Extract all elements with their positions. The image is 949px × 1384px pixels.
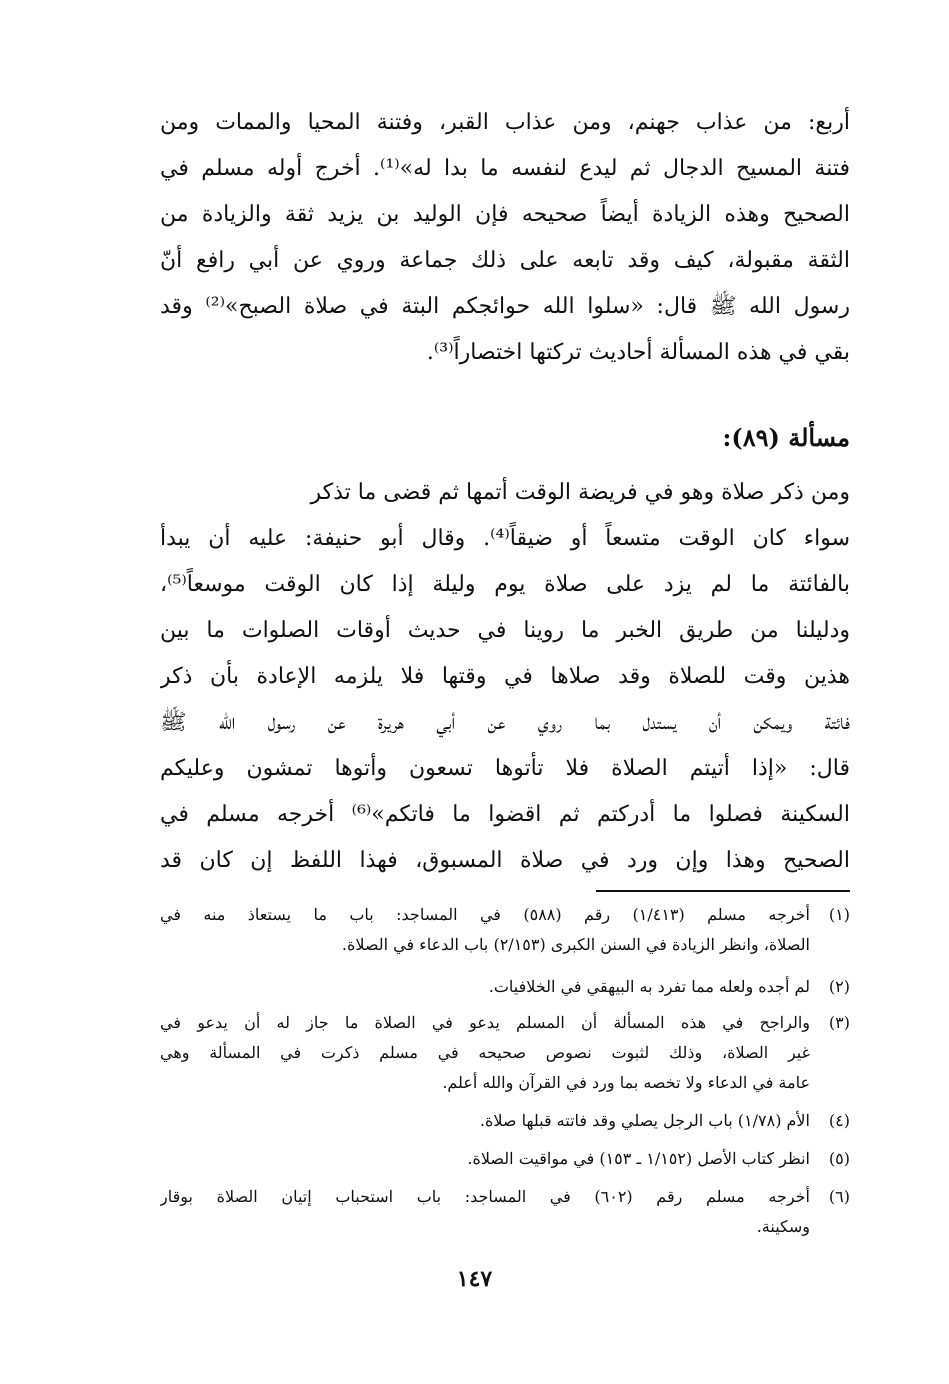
footnote-line: والراجح في هذه المسألة أن المسلم يدعو في الصلاة ما جاز له أن يدعو في <box>160 1013 810 1032</box>
footnote-line: لم أجده ولعله مما تفرد به البيهقي في الخلافيات. <box>488 977 810 996</box>
text-line: أربع: من عذاب جهنم، ومن عذاب القبر، وفتنة المحيا والممات ومن <box>160 110 850 135</box>
footnote-number: (٤) <box>828 1111 850 1130</box>
text-line: ودليلنا من طريق الخبر ما روينا في حديث أوقات الصلوات ما بين <box>160 618 850 643</box>
paragraph-2 <box>160 470 850 884</box>
text-line: السكينة فصلوا ما أدركتم ثم اقضوا ما فاتكم»⁽⁶⁾ أخرجه مسلم في <box>160 802 850 827</box>
text-line: قال: «إذا أتيتم الصلاة فلا تأتوها تسعون وأتوها تمشون وعليكم <box>160 756 850 781</box>
text-line: الصحيح وهذا وإن ورد في صلاة المسبوق، فهذا اللفظ إن كان قد <box>160 848 850 873</box>
text-line: بقي في هذه المسألة أحاديث تركتها اختصاراً⁽³⁾. <box>426 340 850 365</box>
text-line: فائتة ويمكن أن يستدل بما روي عن أبي هريرة عن رسول الله ﷺ <box>160 710 850 735</box>
footnote-line: وسكينة. <box>756 1217 810 1236</box>
footnote-line: الصلاة، وانظر الزيادة في السنن الكبرى (٢/١٥٣) باب الدعاء في الصلاة. <box>341 935 810 954</box>
text-line: رسول الله ﷺ قال: «سلوا الله حوائجكم البتة في صلاة الصبح»⁽²⁾ وقد <box>160 294 850 319</box>
section-heading: مسألة (٨٩): <box>722 423 850 452</box>
footnote-separator <box>596 890 850 892</box>
text-line: الثقة مقبولة، كيف وقد تابعه على ذلك جماعة وروي عن أبي رافع أنّ <box>160 248 850 273</box>
footnote-line: غير الصلاة، وذلك لثبوت نصوص صحيحه في مسلم ذكرت في المسألة وهي <box>160 1043 810 1062</box>
footnote-number: (١) <box>828 905 850 924</box>
text-line: بالفائتة ما لم يزد على صلاة يوم وليلة إذا كان الوقت موسعاً⁽⁵⁾، <box>160 572 850 597</box>
text-line: سواء كان الوقت متسعاً أو ضيقاً⁽⁴⁾. وقال أبو حنيفة: عليه أن يبدأ <box>160 526 850 551</box>
text-line: الصحيح وهذه الزيادة أيضاً صحيحه فإن الوليد بن يزيد ثقة والزيادة من <box>160 202 850 227</box>
footnote-line: انظر كتاب الأصل (١/١٥٢ ـ ١٥٣) في مواقيت الصلاة. <box>467 1149 810 1168</box>
page-number: ١٤٧ <box>456 1266 493 1292</box>
footnote-line: الأم (١/٧٨) باب الرجل يصلي وقد فاتته قبلها صلاة. <box>479 1111 810 1130</box>
footnote-line: عامة في الدعاء ولا تخصه بما ورد في القرآن والله أعلم. <box>442 1073 810 1092</box>
footnotes <box>160 900 850 1250</box>
footnote-line: أخرجه مسلم رقم (٦٠٢) في المساجد: باب استحباب إتيان الصلاة بوقار <box>160 1187 810 1206</box>
footnote-number: (٢) <box>828 977 850 996</box>
text-line: هذين وقت للصلاة وقد صلاها في وقتها فلا يلزمه الإعادة بأن ذكر <box>160 664 850 689</box>
footnote-line: أخرجه مسلم (١/٤١٣) رقم (٥٨٨) في المساجد: باب ما يستعاذ منه في <box>160 905 810 924</box>
text-line: ومن ذكر صلاة وهو في فريضة الوقت أتمها ثم قضى ما تذكر <box>310 480 850 505</box>
paragraph-1 <box>160 100 850 376</box>
footnote-number: (٦) <box>828 1187 850 1206</box>
footnote-number: (٣) <box>828 1013 850 1032</box>
footnote-number: (٥) <box>828 1149 850 1168</box>
text-line: فتنة المسيح الدجال ثم ليدع لنفسه ما بدا له»⁽¹⁾. أخرج أوله مسلم في <box>160 156 850 181</box>
